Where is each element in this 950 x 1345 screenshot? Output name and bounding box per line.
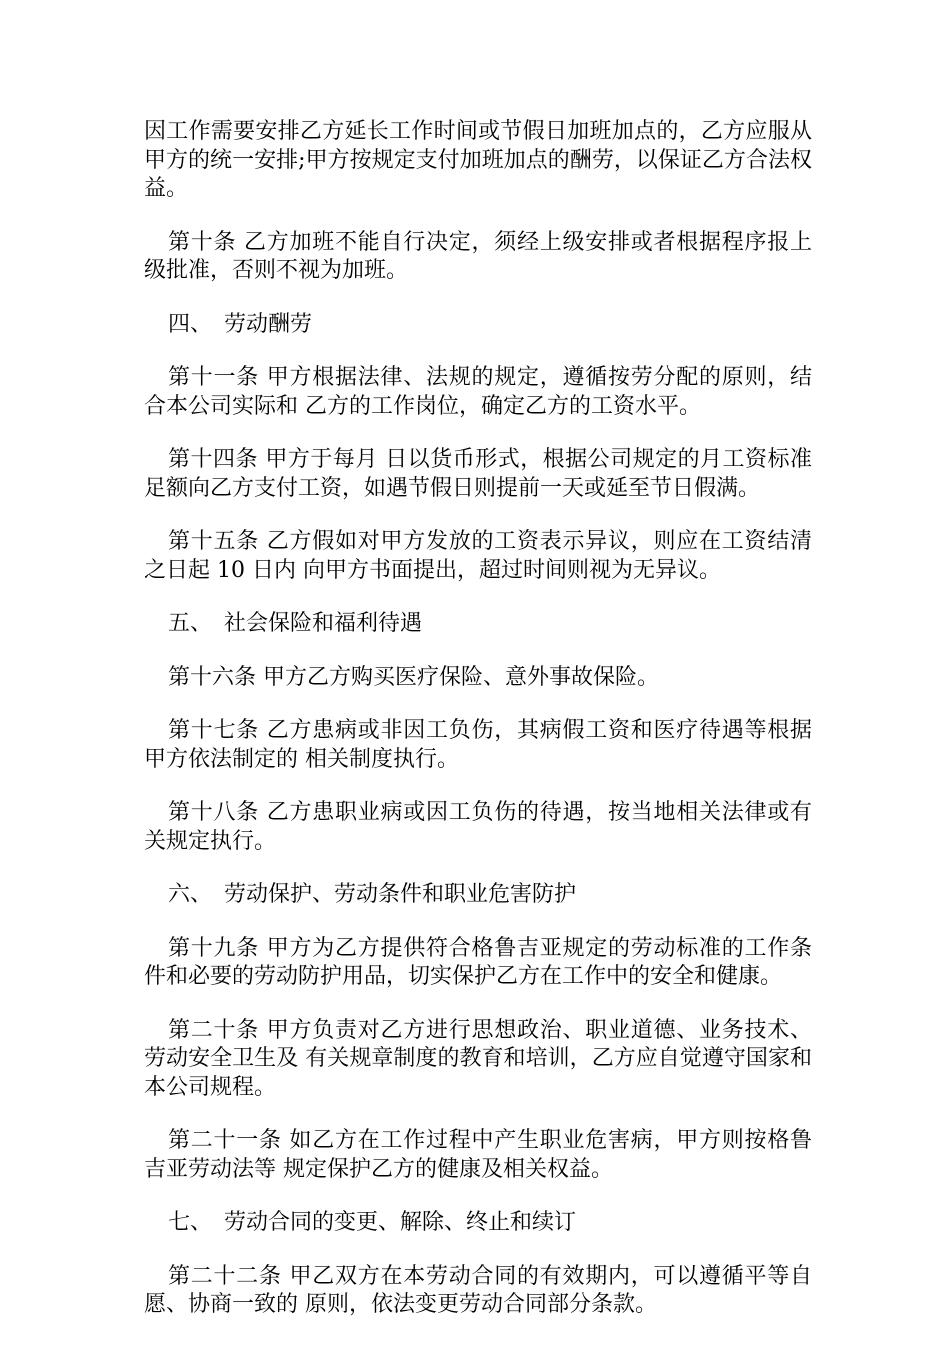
section-title: 劳动酬劳	[224, 311, 313, 337]
document-body	[144, 118, 812, 1345]
paragraph-article-20: 第二十条 甲方负责对乙方进行思想政治、职业道德、业务技术、劳动安全卫生及 有关规章制度的教育和培训，乙方应自觉遵守国家和本公司规程。	[144, 1017, 812, 1100]
paragraph-article-15: 第十五条 乙方假如对甲方发放的工资表示异议，则应在工资结清之日起 10 日内 向甲方书面提出，超过时间则视为无异议。	[144, 529, 812, 583]
paragraph-article-17: 第十七条 乙方患病或非因工负伤，其病假工资和医疗待遇等根据甲方依法制定的 相关制度执行。	[144, 718, 812, 772]
paragraph-article-18: 第十八条 乙方患职业病或因工负伤的待遇，按当地相关法律或有关规定执行。	[144, 800, 812, 854]
paragraph-overtime-arrangement: 因工作需要安排乙方延长工作时间或节假日加班加点的，乙方应服从甲方的统一安排;甲方按规定支付加班加点的酬劳，以保证乙方合法权益。	[144, 119, 812, 201]
section-number: 四、	[168, 311, 213, 337]
section-title: 劳动保护、劳动条件和职业危害防护	[224, 882, 577, 907]
section-number: 五、	[168, 611, 213, 636]
paragraph-article-21: 第二十一条 如乙方在工作过程中产生职业危害病，甲方则按格鲁吉亚劳动法等 规定保护乙方的健康及相关权益。	[144, 1128, 812, 1182]
paragraph-article-14: 第十四条 甲方于每月 日以货币形式，根据公司规定的月工资标准足额向乙方支付工资，如遇节假日则提前一天或延至节日假满。	[144, 447, 812, 501]
paragraph-article-11: 第十一条 甲方根据法律、法规的规定，遵循按劳分配的原则，结合本公司实际和 乙方的工作岗位，确定乙方的工资水平。	[144, 365, 812, 419]
section-heading-7	[144, 1209, 812, 1238]
section-heading-4	[144, 311, 812, 340]
section-number: 七、	[168, 1210, 213, 1235]
section-heading-6	[144, 881, 812, 910]
paragraph-article-10: 第十条 乙方加班不能自行决定，须经上级安排或者根据程序报上级批准，否则不视为加班。	[144, 229, 812, 283]
paragraph-article-16: 第十六条 甲方乙方购买医疗保险、意外事故保险。	[168, 664, 659, 690]
paragraph-article-22: 第二十二条 甲乙双方在本劳动合同的有效期内，可以遵循平等自愿、协商一致的 原则，依法变更劳动合同部分条款。	[144, 1263, 812, 1317]
section-heading-5	[144, 610, 812, 639]
paragraph-article-19: 第十九条 甲方为乙方提供符合格鲁吉亚规定的劳动标准的工作条件和必要的劳动防护用品，切实保护乙方在工作中的安全和健康。	[144, 935, 812, 989]
section-title: 社会保险和福利待遇	[224, 611, 423, 636]
section-title: 劳动合同的变更、解除、终止和续订	[224, 1210, 577, 1235]
section-number: 六、	[168, 882, 213, 907]
